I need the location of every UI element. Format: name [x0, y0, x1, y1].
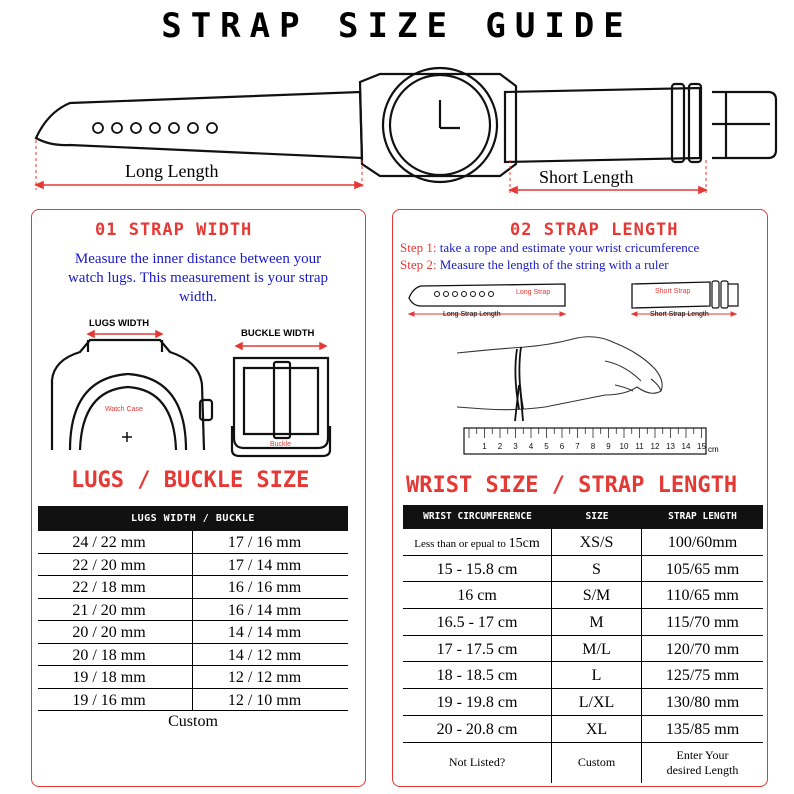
- table-cell: 12 / 12 mm: [193, 666, 348, 689]
- lugs-buckle-table: [38, 506, 348, 735]
- wrist-cell: 17 - 17.5 cm: [403, 636, 552, 662]
- size-cell: M: [552, 609, 642, 635]
- step-1: [400, 240, 699, 256]
- table-cell: 17 / 14 mm: [193, 554, 348, 577]
- wrist-cell: 16 cm: [403, 582, 552, 608]
- size-cell: M/L: [552, 636, 642, 662]
- ruler-number: 6: [559, 442, 565, 451]
- size-cell: XL: [552, 716, 642, 742]
- header-wrist: WRIST CIRCUMFERENCE: [423, 511, 532, 522]
- short-strap-label: Short Strap: [655, 288, 691, 295]
- wrist-cell: 18 - 18.5 cm: [403, 662, 552, 688]
- lugs-buckle-header: LUGS WIDTH / BUCKLE: [38, 506, 348, 531]
- ruler-number: 5: [544, 442, 549, 451]
- hand-with-string-illustration: [455, 325, 685, 425]
- table-cell: 17 / 16 mm: [193, 531, 348, 554]
- ruler-number: 3: [513, 442, 518, 451]
- watch-strap-diagram: [0, 60, 794, 200]
- length-line-2: desired Length: [666, 762, 739, 777]
- lugs-buckle-title: LUGS / BUCKLE SIZE: [71, 468, 310, 493]
- step-2-label: Step 2:: [400, 257, 437, 272]
- length-cell: 120/70 mm: [665, 640, 740, 658]
- length-cell: 135/85 mm: [665, 720, 740, 738]
- table-row: [403, 636, 763, 663]
- page-title: STRAP SIZE GUIDE: [161, 6, 633, 46]
- table-row-not-listed: [403, 743, 763, 783]
- strap-width-title: 01 STRAP WIDTH: [95, 220, 253, 240]
- strap-length-title: 02 STRAP LENGTH: [510, 220, 679, 240]
- table-row: [403, 582, 763, 609]
- long-length-label: Long Length: [125, 161, 219, 181]
- wrist-cell: 20 - 20.8 cm: [403, 716, 552, 742]
- size-cell: XS/S: [552, 529, 642, 555]
- table-cell: 16 / 16 mm: [193, 576, 348, 599]
- watch-case-label: Watch Case: [105, 406, 143, 413]
- lugs-right-column: [193, 531, 348, 711]
- ruler-number: 9: [606, 442, 611, 451]
- table-cell: 14 / 12 mm: [193, 644, 348, 667]
- table-cell: 20 / 20 mm: [38, 621, 192, 644]
- size-cell: L: [552, 662, 642, 688]
- strap-width-instruction: Measure the inner distance between your watch lugs. This measurement is your strap width.: [67, 251, 329, 305]
- step-2: [400, 257, 669, 273]
- table-row: [403, 556, 763, 583]
- ruler-number: 10: [619, 442, 629, 451]
- table-row: [403, 662, 763, 689]
- table-cell: 19 / 16 mm: [38, 689, 192, 712]
- size-cell: Custom: [552, 743, 642, 783]
- ruler-number: 8: [590, 442, 596, 451]
- watch-case-illustration: [40, 330, 220, 455]
- step-2-text: Measure the length of the string with a ruler: [436, 257, 669, 272]
- length-cell: 130/80 mm: [665, 694, 740, 712]
- table-row: [403, 529, 763, 556]
- wrist-cell: 16.5 - 17 cm: [403, 609, 552, 635]
- buckle-width-label: BUCKLE WIDTH: [241, 328, 315, 339]
- table-cell: 22 / 20 mm: [38, 554, 192, 577]
- wrist-cell: 19 - 19.8 cm: [403, 689, 552, 715]
- wrist-prefix: Less than or epual to: [414, 538, 509, 550]
- wrist-cell: [403, 529, 552, 555]
- table-cell: 22 / 18 mm: [38, 576, 192, 599]
- length-cell: [642, 743, 763, 783]
- length-cell: 110/65 mm: [666, 587, 739, 605]
- short-length-label: Short Length: [539, 167, 634, 187]
- lugs-left-column: [38, 531, 193, 711]
- table-cell: 16 / 14 mm: [193, 599, 348, 622]
- short-strap-length-label: Short Strap Length: [650, 311, 709, 318]
- table-cell: 20 / 18 mm: [38, 644, 192, 667]
- table-row: [403, 716, 763, 743]
- wrist-cell: 15 - 15.8 cm: [403, 556, 552, 582]
- wrist-value: 15cm: [508, 536, 540, 551]
- long-strap-label: Long Strap: [516, 289, 551, 296]
- wrist-size-title: WRIST SIZE / STRAP LENGTH: [406, 473, 738, 498]
- table-cell: 19 / 18 mm: [38, 666, 192, 689]
- table-cell: 24 / 22 mm: [38, 531, 192, 554]
- table-row: [403, 689, 763, 716]
- buckle-label: Buckle: [270, 441, 292, 448]
- ruler-number: 15: [697, 442, 706, 451]
- size-cell: S/M: [552, 582, 642, 608]
- header-size: SIZE: [585, 511, 609, 522]
- wrist-table-header: [403, 505, 763, 529]
- ruler-number: 12: [650, 442, 660, 451]
- ruler-number: 13: [666, 442, 675, 451]
- wrist-size-table: [403, 505, 763, 783]
- ruler-number: 7: [575, 442, 580, 451]
- length-line-1: Enter Your: [676, 747, 729, 762]
- ruler-illustration: [463, 427, 723, 457]
- ruler-number: 4: [528, 442, 534, 451]
- length-cell: 105/65 mm: [665, 560, 740, 578]
- table-row: [403, 609, 763, 636]
- table-cell: 21 / 20 mm: [38, 599, 192, 622]
- size-cell: L/XL: [552, 689, 642, 715]
- buckle-illustration: [226, 338, 336, 458]
- ruler-number: 11: [635, 442, 644, 451]
- wrist-cell: Not Listed?: [403, 743, 552, 783]
- ruler-number: 14: [681, 442, 691, 451]
- ruler-number: 1: [482, 442, 487, 451]
- ruler-number: 2: [497, 442, 503, 451]
- lugs-custom-row: Custom: [168, 713, 218, 730]
- length-cell: 100/60mm: [667, 534, 738, 551]
- ruler-unit: cm: [708, 445, 719, 454]
- table-cell: 14 / 14 mm: [193, 621, 348, 644]
- size-cell: S: [552, 556, 642, 582]
- length-cell: 125/75 mm: [665, 667, 740, 685]
- step-1-label: Step 1:: [400, 240, 437, 255]
- step-1-text: take a rope and estimate your wrist cricumference: [436, 240, 700, 255]
- strap-holes: [93, 123, 217, 133]
- lugs-width-label: LUGS WIDTH: [89, 318, 150, 329]
- table-cell: 12 / 10 mm: [193, 689, 348, 712]
- long-strap-length-label: Long Strap Length: [443, 311, 501, 318]
- header-strap-length: STRAP LENGTH: [668, 511, 737, 522]
- length-cell: 115/70 mm: [666, 614, 739, 632]
